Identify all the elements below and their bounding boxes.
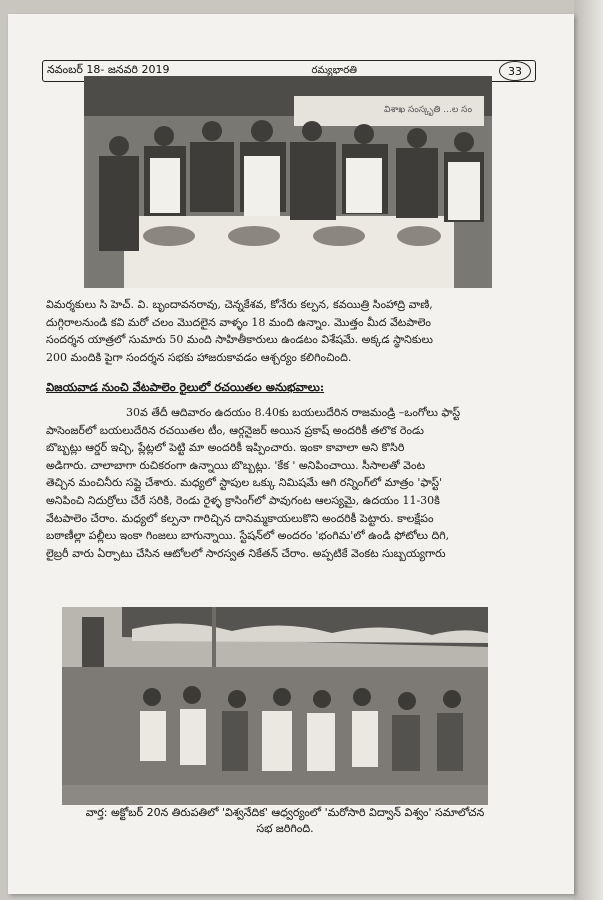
paragraph-line: విమర్శకులు సి హెచ్. వి. బృందావనరావు, చెన్నకేశవ, కోనేరు కల్పన, కవయిత్రి సింహాద్రి వాణి, <box>46 298 433 311</box>
photo-caption <box>52 805 518 837</box>
paragraph-line: 30వ తేదీ ఆదివారం ఉదయం 8.40కు బయలుదేరిన రాజమండ్రి –ఒంగోలు ఫాస్ట్ <box>126 406 461 419</box>
paragraph-line: అనిపించి నిదుర్రోలు చేరే సరికి, రెండు రైళ్ళ క్రాసింగ్‌లో పావుగంట ఆలస్యమై, ఉదయం 11-30కి <box>46 493 440 507</box>
photo-audience <box>62 607 488 805</box>
paragraph-1 <box>46 296 536 366</box>
page-edge-shadow <box>574 0 603 900</box>
paragraph-line: 200 మందికి పైగా సందర్శన సభకు హాజరుకావడం ఆశ్చర్యం కలిగించింది. <box>46 350 352 364</box>
issue-date: నవంబర్ 18- జనవరి 2019 <box>47 63 170 76</box>
paragraph-2 <box>46 404 536 562</box>
page-number: 33 <box>499 61 531 81</box>
paragraph-line: అడిగారు. చాలాబాగా రుచికరంగా ఉన్నాయి బొబ్బట్లు. 'కేక ' అనిపించాయి. సీసాలతో వెంట <box>46 458 426 472</box>
section-heading: విజయవాడ నుంచి వేటపాలెం రైలులో రచయితల అనుభవాలు: <box>46 380 325 394</box>
paragraph-line: లైబ్రరీ వారు ఏర్పాటు చేసిన ఆటోలలో సారస్వత నికేతన్ చేరాం. అప్పటికే వెంకట సుబ్బయ్యగారు <box>46 546 446 560</box>
paragraph-line: సందర్శన యాత్రలో సుమారు 50 మంది సాహితీకారులు ఉండటం విశేషమే. అక్కడ స్థానికులు <box>46 333 433 346</box>
magazine-title: రమ్యభారతి <box>311 65 357 76</box>
caption-line: వార్త: అక్టోబర్ 20న తిరుపతిలో 'విశ్వనేదిక' ఆధ్వర్యంలో 'మరోసారి విద్వాన్ విశ్వం' సమాలోచన <box>85 806 485 819</box>
photo-book-release <box>84 76 492 288</box>
paragraph-line: పాసెంజర్‌లో బయలుదేరిన రచయితల టీం, ఆర్గనైజర్ అయిన ప్రకాష్ అందరికీ తలొక రెండు <box>46 423 424 437</box>
paragraph-line: దుగ్గిరాలనుండి కవి మరో చలం మొదలైన వాళ్ళం 18 మంది ఉన్నాం. మొత్తం మీద వేటపాలెం <box>46 315 431 329</box>
caption-line: సభ జరిగింది. <box>256 822 314 835</box>
paragraph-line: బొబ్బట్లు ఆర్డర్ ఇచ్చి, ప్లేట్లలో పెట్టి మా అందరికీ ఇప్పించారు. ఇంకా కావాలా అని కొసిరి <box>46 441 405 455</box>
paragraph-line: వేటపాలెం చేరాం. మధ్యలో కల్పనా గారిచ్చిన దానిమ్మకాయలుకొని అందరికీ పెట్టారు. కాలక్షేపం <box>46 511 434 525</box>
photo-banner-text: విశాఖ సంస్కృతి ...ల సం <box>384 105 473 115</box>
paragraph-line: బఠాణీల్లా పల్లీలు ఇంకా గింజలు బాగున్నాయి. స్టేషన్‌లో అందరం 'భంగిమ'లో ఉండి ఫోటోలు దిగి, <box>46 529 450 543</box>
paragraph-line: తెచ్చిన మంచినీరు సప్లై చేశారు. మధ్యలో స్టాపుల ఒక్కు నిమిషమే ఆగి రన్నింగ్‌లో మాత్రం 'ఫాస్ట్' <box>46 476 443 490</box>
